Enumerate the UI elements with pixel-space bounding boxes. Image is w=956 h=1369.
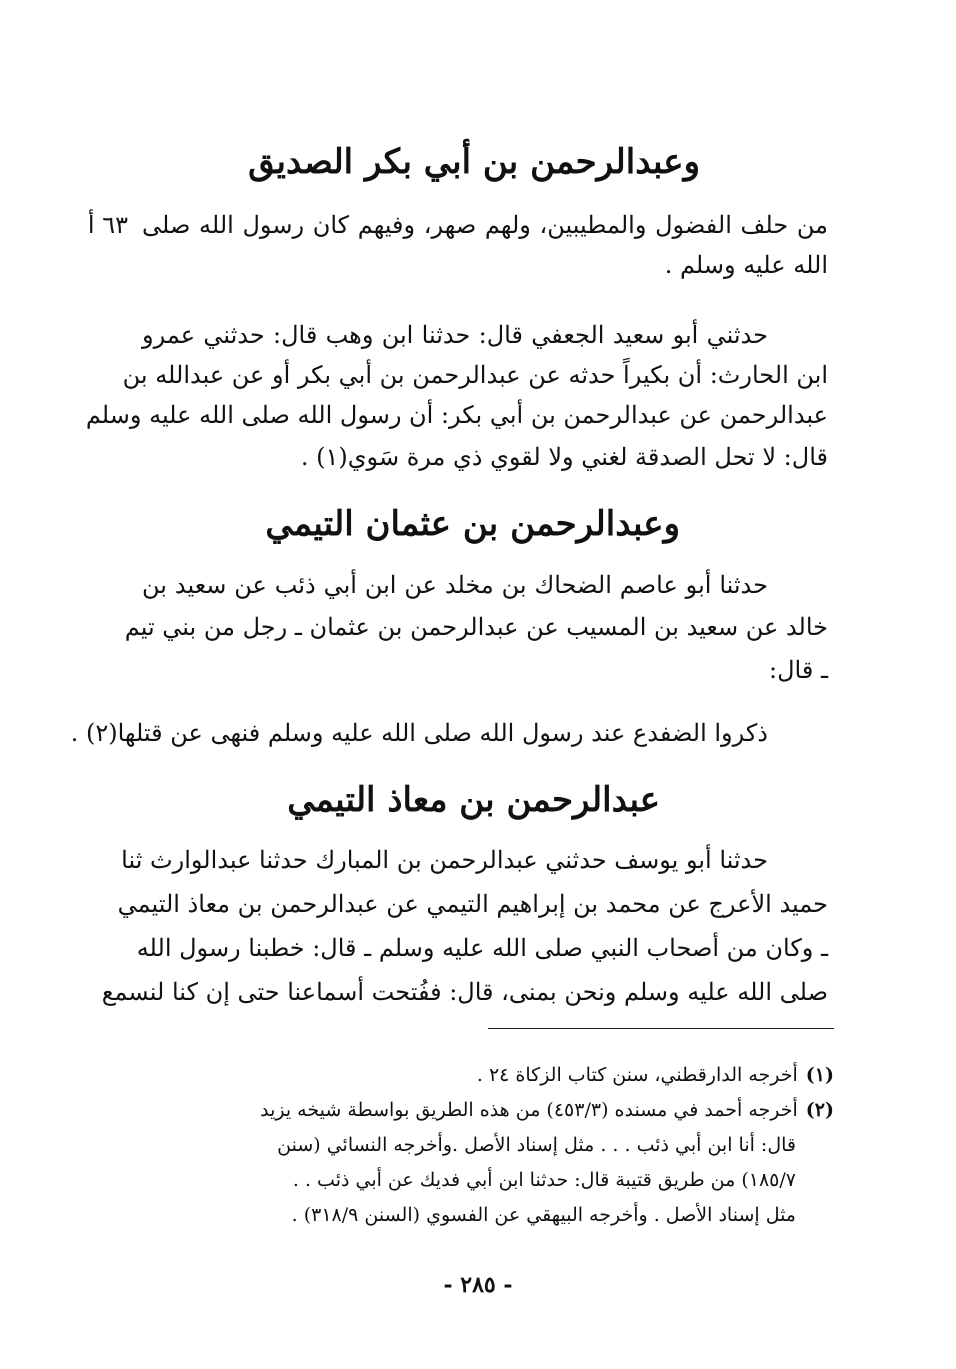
hadith-line: ابن الحارث: أن بكيراً حدثه عن عبدالرحمن بن أبي بكر أو عن عبدالله بن — [122, 361, 828, 389]
hadith-line: عبدالرحمن عن عبدالرحمن بن أبي بكر: أن رسول الله صلى الله عليه وسلم — [85, 401, 828, 429]
manuscript-folio-note: ٦٣ أ — [87, 211, 128, 239]
section-heading-abdulrahman-muadh: عبدالرحمن بن معاذ التيمي — [287, 780, 660, 820]
text-line: حدثنا أبو عاصم الضحاك بن مخلد عن ابن أبي ذئب عن سعيد بن — [142, 571, 768, 599]
footnote-2-line: قال: أنا ابن أبي ذئب . . . مثل إسناد الأصل .وأخرجه النسائي (سنن — [277, 1134, 796, 1156]
section-heading-abdulrahman-uthman: وعبدالرحمن بن عثمان التيمي — [265, 504, 680, 544]
section-heading-abdulrahman-abi-bakr: وعبدالرحمن بن أبي بكر الصديق — [248, 142, 700, 182]
footnote-number: (٢) — [805, 1099, 834, 1121]
footnote-2 — [210, 1095, 834, 1125]
text-line: الله عليه وسلم . — [664, 251, 828, 279]
text-line: حدثنا أبو يوسف حدثني عبدالرحمن بن المبارك حدثنا عبدالوارث ثنا — [121, 846, 768, 874]
text-line: ـ قال: — [769, 656, 828, 684]
text-line: من حلف الفضول والمطيبين، ولهم صهر، وفيهم كان رسول الله صلى — [142, 211, 828, 239]
text-line: خالد عن سعيد بن المسيب عن عبدالرحمن بن عثمان ـ رجل من بني تيم — [124, 613, 828, 641]
footnote-text: أخرجه الدارقطني، سنن كتاب الزكاة ٢٤ . — [476, 1064, 798, 1086]
footnote-separator — [488, 1028, 834, 1029]
text-line: ـ وكان من أصحاب النبي صلى الله عليه وسلم ـ قال: خطبنا رسول الله — [136, 934, 828, 962]
text-line: صلى الله عليه وسلم ونحن بمنى، قال: ففُتحت أسماعنا حتى إن كنا لنسمع — [101, 978, 828, 1006]
hadith-line: ذكروا الضفدع عند رسول الله صلى الله عليه وسلم فنهى عن قتلها(٢) . — [70, 719, 768, 747]
page-number: - ٢٨٥ - — [443, 1272, 513, 1298]
hadith-line: قال: لا تحل الصدقة لغني ولا لقوي ذي مرة سَوي(١) . — [300, 443, 828, 471]
hadith-line: حدثني أبو سعيد الجعفي قال: حدثنا ابن وهب قال: حدثني عمرو — [142, 321, 768, 349]
footnote-number: (١) — [805, 1064, 834, 1086]
footnote-text: أخرجه أحمد في مسنده (٤٥٣/٣) من هذه الطريق بواسطة شيخه يزيد — [260, 1099, 798, 1121]
footnote-2-line: مثل إسناد الأصل . وأخرجه البيهقي عن الفسوي (السنن ٣١٨/٩) . — [291, 1204, 796, 1226]
footnote-2-line: ١٨٥/٧) من طريق قتيبة قال: حدثنا ابن أبي فديك عن أبي ذئب . . — [292, 1169, 796, 1191]
text-line: حميد الأعرج عن محمد بن إبراهيم التيمي عن عبدالرحمن بن معاذ التيمي — [117, 890, 828, 918]
footnote-1 — [400, 1060, 834, 1090]
